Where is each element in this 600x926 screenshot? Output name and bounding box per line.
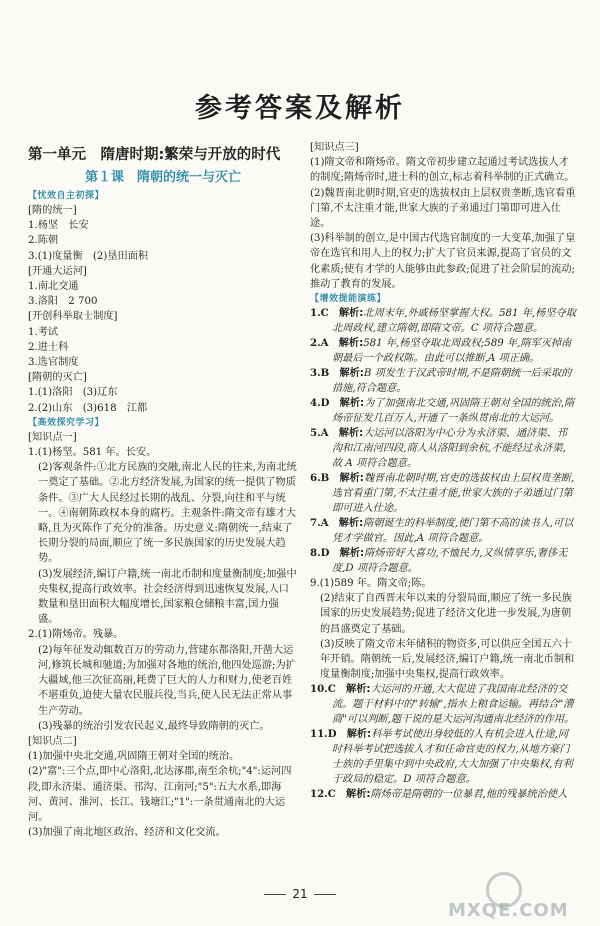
question-number: 4.D: [310, 397, 330, 410]
footer-rule: [264, 894, 286, 895]
subsection-heading: [知识点二]: [28, 735, 77, 747]
watermark-text: MXQE.COM: [448, 900, 569, 921]
answer-paragraph: (3)加强了南北地区政治、经济和文化交流。: [28, 827, 226, 839]
section-tag: 【忧效自主初探】: [28, 191, 105, 201]
answer-item: [310, 727, 576, 787]
answer-paragraph: (1)隋文帝和隋炀帝。隋文帝初步建立起通过考试选拔人才的制度;隋炀帝时,进士科的创立,标志着科举制的正式确立。: [310, 157, 575, 184]
answer-line: 1.考试: [28, 326, 59, 338]
subsection-heading: [知识点一]: [28, 431, 77, 443]
answer-item: [310, 471, 576, 516]
answer-paragraph: (2)每年征发动辄数百万的劳动力,营建东都洛阳,开凿大运河,修筑长城和驰道;为加强对各地的统治,他四处巡游;为扩大疆域,他三次征高丽,耗费了巨大的人力和财力,使老百姓不堪重负,迫使大量农民服兵役,当兵,使人民无法正常从事生产劳动。: [38, 644, 296, 717]
analysis-label: 解析:: [346, 789, 371, 801]
question-number: 8.D: [310, 547, 330, 560]
analysis-text: 隋炀帝好大喜功,不恤民力,又纵情享乐,奢侈无度,D 项符合题意。: [332, 548, 568, 575]
analysis-label: 解析:: [338, 308, 364, 320]
analysis-text: 科举考试使出身较低的人有机会进入仕途,同时科举考试把选拔人才和任命官吏的权力,从地方豪门士族的手里集中到中央政府,大大加强了中央集权,有利于政局的稳定。D 项符合题意。: [332, 729, 573, 786]
answer-line: 1.杨坚 长安: [28, 220, 89, 232]
section-tag: 【增效提能演练】: [310, 294, 387, 305]
analysis-label: 解析:: [338, 518, 364, 530]
answer-paragraph: (1)加强中央北交通,巩固隋王朝对全国的统治。: [28, 751, 240, 763]
right-column: [310, 140, 576, 802]
answer-line: 1.南北交通: [28, 281, 79, 293]
question-number: 3.B: [310, 367, 330, 380]
analysis-text: B 项发生于汉武帝时期,不是隋朝统一后采取的措施,符合题意。: [332, 368, 572, 395]
answer-item: [310, 366, 576, 396]
answer-paragraph: 2.(1)隋炀帝。残暴。: [28, 629, 124, 641]
analysis-label: 解析:: [346, 684, 371, 696]
analysis-text: 魏晋南北朝时期,官吏的选拔权由上层权贵垄断,选官看重门第,不太注重才能,世家大族的子弟通过门第即可进入仕途。: [332, 473, 575, 515]
question-number: 7.A: [310, 517, 329, 530]
answer-paragraph: (2)结束了自西晋末年以来的分裂局面,顺应了统一多民族国家的历史发展趋势;促进了经济文化进一步发展,为唐朝的昌盛奠定了基础。: [320, 593, 572, 635]
answer-item: [310, 787, 576, 802]
answer-item: [310, 682, 576, 727]
answer-item: [310, 426, 576, 471]
answer-paragraph: (2)客观条件:①北方民族的交融,南北人民的往来,为南北统一奠定了基础。②北方经济发展,为国家的统一提供了物质条件。③广大人民经过长期的战乱、分裂,向往和平与统一。④南朝陈政权本身的腐朽。主观条件:隋文帝有雄才大略,且为灭陈作了充分的准备。历史意义:隋朝统一,结束了长期分裂的局面,顺应了统一多民族国家的历史发展大趋势。: [38, 462, 297, 565]
section-tag: 【高效探究学习】: [28, 417, 105, 428]
subsection-heading: [开通大运河]: [28, 265, 87, 277]
answer-paragraph: (2)魏晋南北朝时期,官吏的选拔权由上层权贵垄断,选官看重门第,不太注重才能,世家大族的子弟通过门第即可进入仕途。: [310, 187, 576, 230]
answer-line: 2.进士科: [28, 341, 69, 353]
analysis-label: 解析:: [339, 473, 364, 485]
left-column: [28, 144, 298, 840]
question-number: 11.D: [310, 728, 337, 741]
answer-item: [310, 396, 576, 426]
answer-item: [310, 516, 576, 546]
answer-paragraph: (2)"富":三个点,即中心洛阳,北达涿郡,南至余杭;"4":运河四段,即永济渠、通济渠、邗沟、江南河;"5":五大水系,即海河、黄河、淮河、长江、钱塘江;"1":一条贯通南北的大运河。: [28, 766, 292, 823]
analysis-label: 解析:: [338, 428, 364, 440]
analysis-text: 为了加强南北交通,巩固隋王朝对全国的统治,隋炀帝征发几百万人,开通了一条纵贯南北的大运河。: [332, 398, 575, 425]
answer-paragraph: (3)发展经济,编订户籍,统一南北币制和度量衡制度;加强中央集权,提高行政效率。社会经济得到迅速恢复发展,人口数量和垦田面积大幅度增长,国家粮仓储粮丰富,国力强盛。: [38, 568, 297, 626]
answer-paragraph: 9.(1)589 年。隋文帝;陈。: [310, 578, 432, 590]
question-number: 1.C: [310, 307, 329, 320]
answer-paragraph: (3)反映了隋文帝末年储积的物资多,可以供应全国五六十年开销。隋朝统一后,发展经济,编订户籍,统一南北币制和度量衡制度;加强中央集权,提高行政效率。: [320, 638, 575, 681]
analysis-text: 大运河的开通,大大促进了我国南北经济的交流。题干材料中的"转输",指水上粮食运输。再结合"漕商"可以判断,题干说的是大运河沟通南北经济的作用。: [332, 684, 575, 726]
answer-paragraph: 1.(1)杨坚。581 年。长安。: [28, 447, 157, 459]
analysis-label: 解析:: [339, 548, 365, 560]
subsection-heading: [隋朝的灭亡]: [28, 372, 87, 384]
subsection-heading: [知识点三]: [310, 142, 359, 153]
unit-title: 第一单元 隋唐时期:繁荣与开放的时代: [28, 147, 281, 163]
answer-item: [310, 306, 576, 336]
analysis-label: 解析:: [339, 398, 365, 410]
footer-rule: [314, 894, 336, 895]
analysis-text: 北周末年,外戚杨坚掌握大权。581 年,杨坚夺取北周政权,建立隋朝,即隋文帝。C 项符合题意。: [332, 308, 576, 335]
answer-line: 2.陈朝: [28, 235, 59, 247]
answer-item: [310, 336, 576, 366]
page-title: 参考答案及解析: [195, 93, 405, 124]
question-number: 12.C: [310, 788, 336, 801]
answer-paragraph: (3)科举制的创立,是中国古代选官制度的一大变革,加强了皇帝在选官和用人上的权力;扩大了官员来源,提高了官员的文化素质;使有才学的人能够由此参政;促进了社会阶层的流动;推动了教育的发展。: [310, 233, 576, 290]
answer-paragraph: (3)残暴的统治引发农民起义,最终导致隋朝的灭亡。: [38, 720, 270, 732]
answer-line: 3.(1)度量衡 (2)垦田面积: [28, 250, 149, 262]
analysis-text: 隋朝诞生的科举制度,使门第不高的读书人,可以凭才学做官。因此,A 项符合题意。: [332, 518, 574, 545]
analysis-label: 解析:: [346, 729, 372, 741]
analysis-label: 解析:: [338, 338, 364, 350]
lesson-title: 第１课 隋朝的统一与灭亡: [84, 170, 241, 185]
answer-line: 3.洛阳 2 700: [28, 296, 98, 308]
subsection-heading: [隋的统一]: [28, 205, 77, 216]
question-number: 6.B: [310, 472, 330, 485]
analysis-label: 解析:: [339, 368, 364, 380]
page-number-text: 21: [292, 887, 308, 901]
question-number: 5.A: [310, 427, 329, 440]
analysis-text: 隋炀帝是隋朝的一位暴君,他的残暴统治使人: [370, 789, 568, 801]
analysis-text: 大运河以洛阳为中心分为永济渠、通济渠、邗沟和江南河四段,商人从洛阳到余杭,不能经过永济渠,故 A 项符合题意。: [332, 428, 567, 470]
answer-line: 2.(2)山东 (3)618 江都: [28, 402, 148, 414]
answer-line: 1.(1)洛阳 (3)辽东: [28, 387, 118, 399]
subsection-heading: [开创科举取士制度]: [28, 311, 118, 323]
question-number: 2.A: [310, 337, 329, 350]
answer-line: 3.选官制度: [28, 357, 79, 369]
analysis-text: 581 年,杨坚夺取北周政权;589 年,隋军灭掉南朝最后一个政权陈。由此可以推断,A 项正确。: [332, 338, 572, 365]
question-number: 10.C: [310, 683, 336, 696]
answer-item: [310, 546, 576, 576]
